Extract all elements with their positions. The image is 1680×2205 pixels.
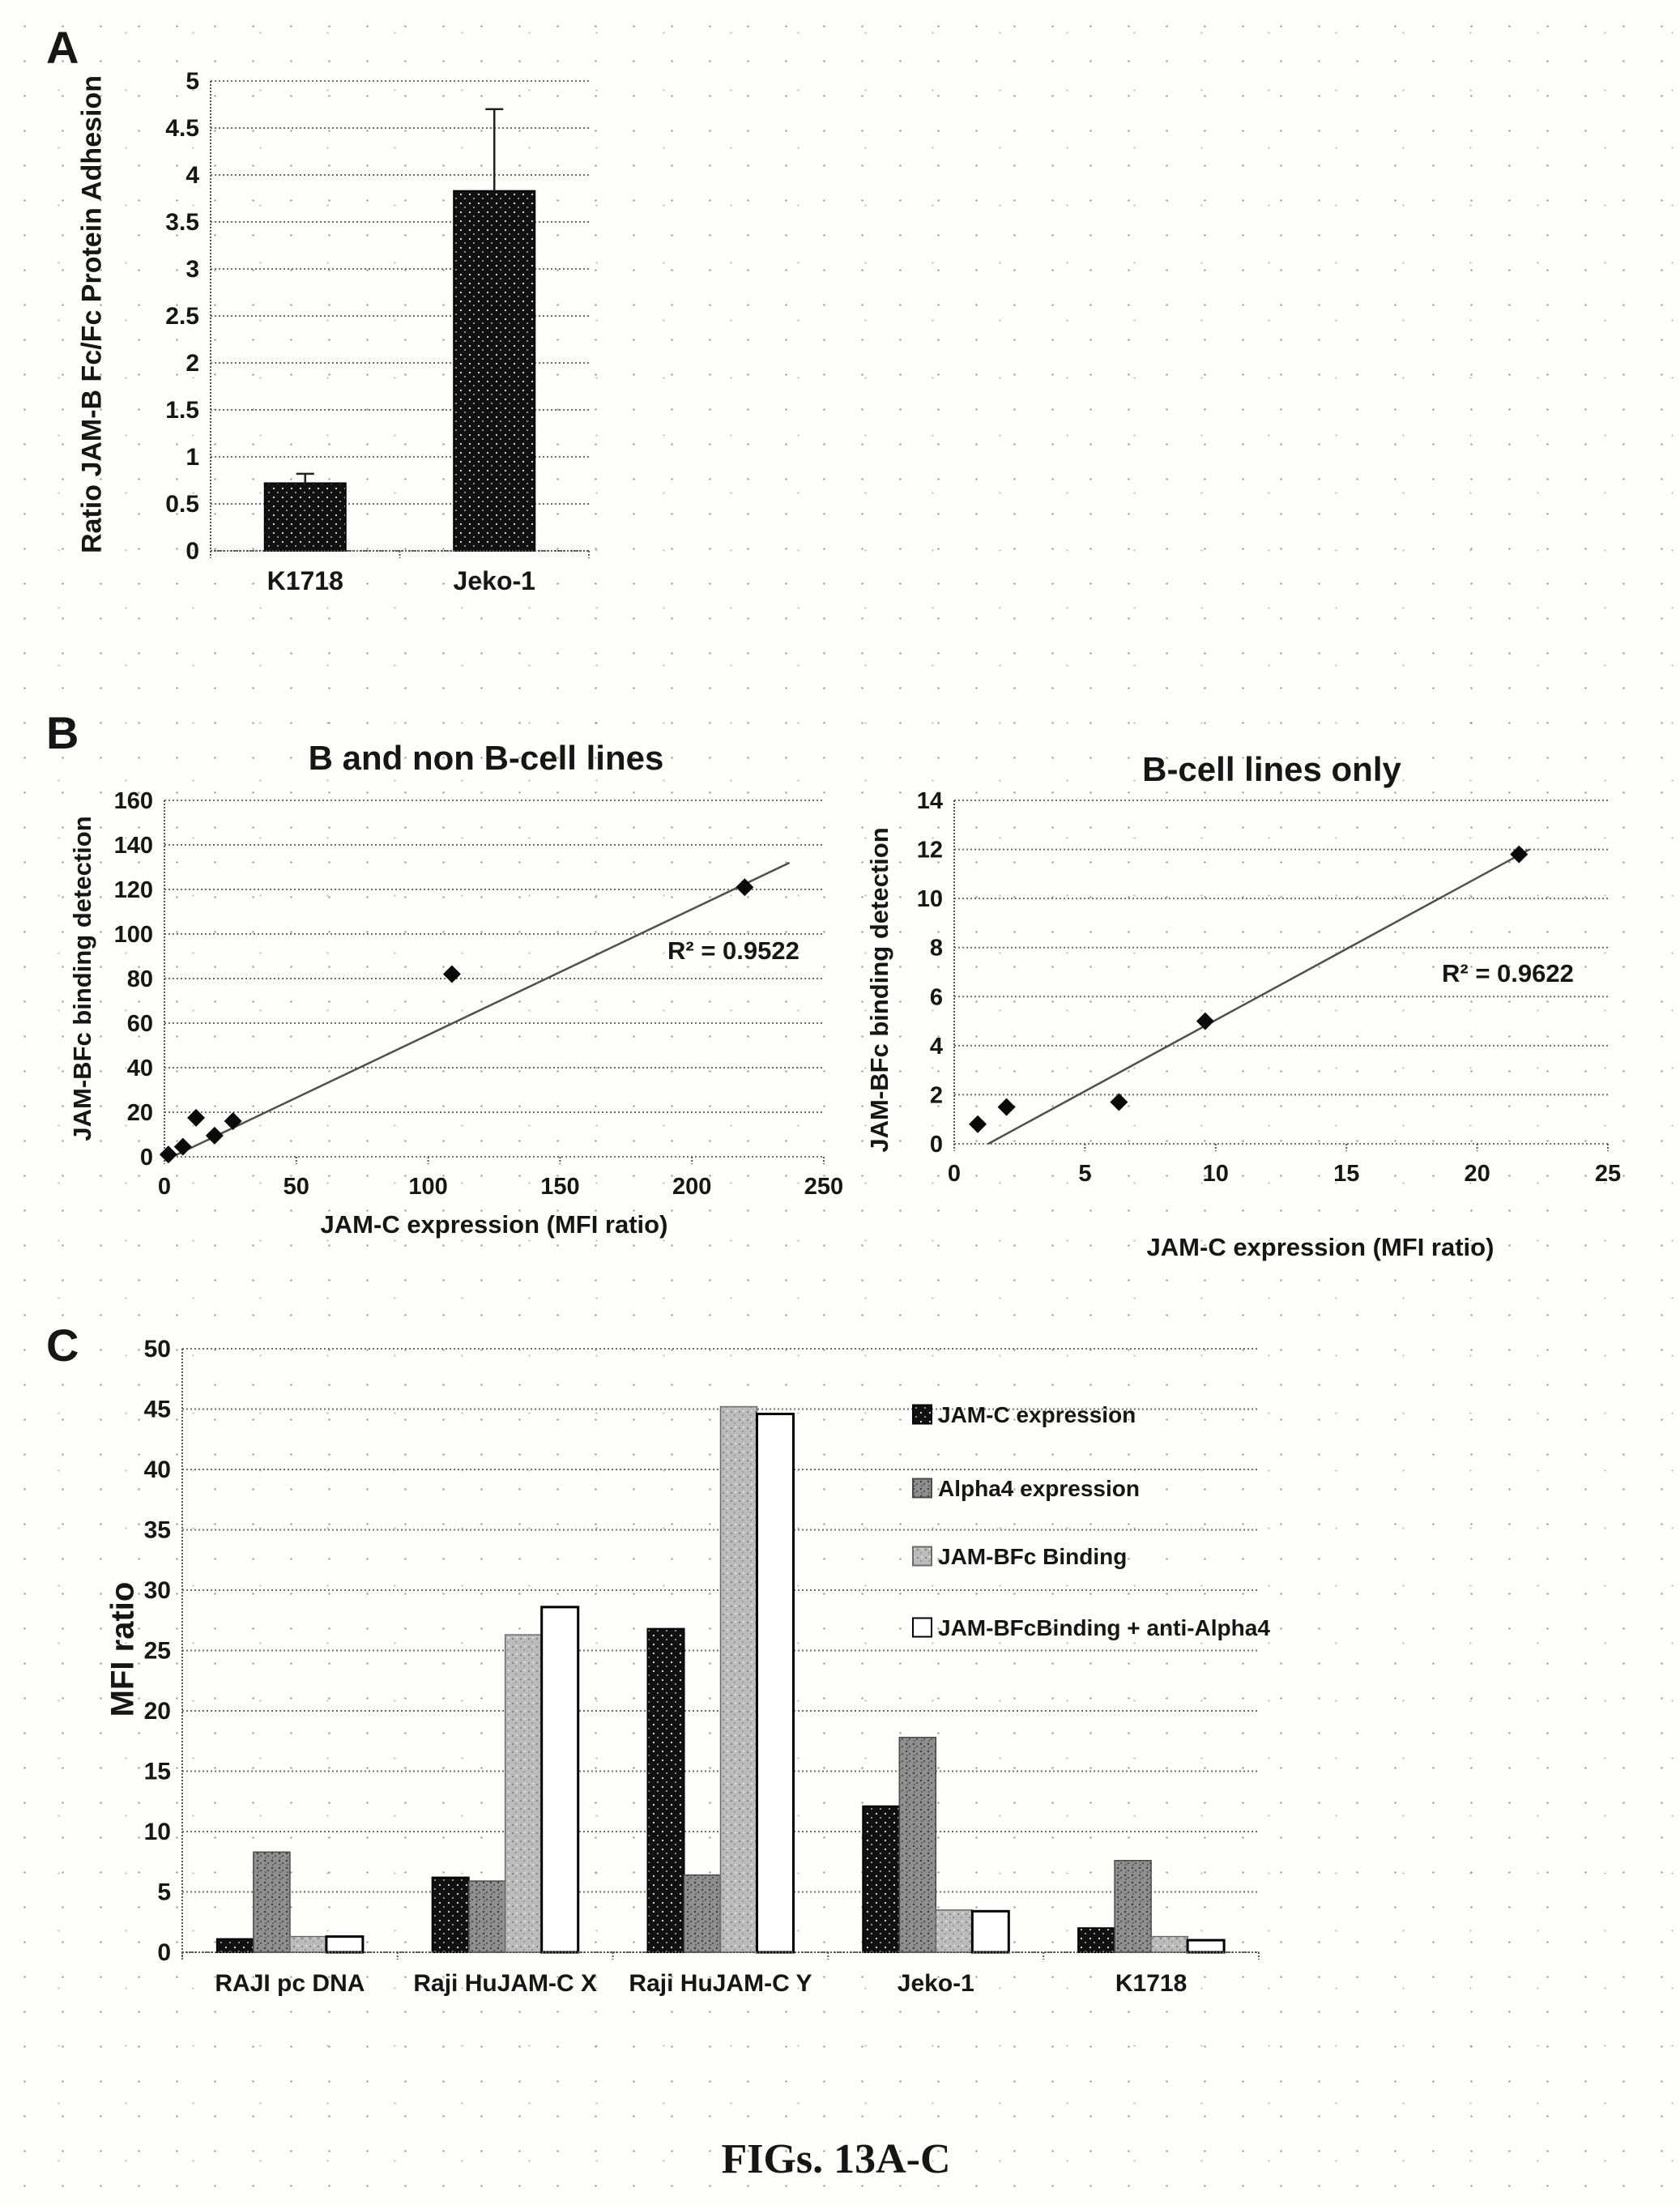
- y-tick-label: 10: [143, 1819, 171, 1845]
- legend-label: JAM-BFcBinding + anti-Alpha4: [938, 1615, 1270, 1640]
- panel-b-left-title: B and non B-cell lines: [308, 739, 664, 777]
- y-tick-label: 10: [916, 886, 943, 913]
- legend-swatch: [913, 1547, 932, 1566]
- category-label: K1718: [1115, 1970, 1188, 1997]
- y-tick-label: 2: [185, 350, 199, 377]
- panel-a-label: A: [46, 22, 80, 73]
- panel-b-right-title: B-cell lines only: [1142, 750, 1401, 788]
- x-tick-label: 10: [1202, 1161, 1229, 1187]
- category-label: Raji HuJAM-C Y: [629, 1970, 812, 1997]
- bar: [433, 1878, 469, 1952]
- y-tick-label: 6: [929, 984, 943, 1011]
- bar: [684, 1875, 721, 1952]
- x-tick-label: 200: [672, 1174, 712, 1200]
- y-tick-label: 25: [143, 1637, 171, 1665]
- y-tick-label: 35: [143, 1516, 171, 1544]
- y-tick-label: 20: [143, 1698, 171, 1725]
- bar: [648, 1629, 684, 1952]
- y-tick-label: 20: [126, 1100, 153, 1126]
- figure-caption: FIGs. 13A-C: [721, 2136, 951, 2182]
- scatter-point: [1196, 1013, 1214, 1030]
- y-tick-label: 45: [143, 1396, 171, 1423]
- legend-swatch: [913, 1405, 932, 1424]
- category-label: RAJI pc DNA: [215, 1970, 365, 1997]
- x-tick-label: 5: [1078, 1161, 1092, 1187]
- y-tick-label: 4: [185, 162, 199, 189]
- y-tick-label: 0: [157, 1939, 171, 1966]
- bar: [265, 483, 346, 551]
- scatter-point: [969, 1115, 987, 1133]
- category-label: Jeko-1: [453, 566, 535, 595]
- y-tick-label: 0.5: [165, 491, 199, 518]
- y-tick-label: 80: [126, 966, 153, 992]
- legend-label: JAM-C expression: [938, 1402, 1136, 1427]
- scatter-point: [998, 1098, 1016, 1116]
- bar: [1078, 1928, 1115, 1952]
- bar: [542, 1607, 578, 1952]
- panel-c-y-axis-title: MFI ratio: [104, 1581, 141, 1717]
- panel-b-right-chart: [875, 729, 1669, 1280]
- panel-b-left-y-axis-title: JAM-BFc binding detection: [68, 816, 96, 1141]
- bar: [972, 1911, 1008, 1952]
- y-tick-label: 100: [113, 922, 153, 948]
- x-tick-label: 250: [804, 1174, 844, 1200]
- x-tick-label: 50: [283, 1174, 309, 1200]
- x-tick-label: 20: [1464, 1161, 1490, 1187]
- bar: [254, 1852, 290, 1952]
- y-tick-label: 5: [185, 68, 199, 95]
- bar: [863, 1806, 899, 1952]
- bar: [290, 1937, 326, 1952]
- y-tick-label: 140: [113, 833, 153, 859]
- x-tick-label: 150: [540, 1174, 580, 1200]
- y-tick-label: 14: [916, 788, 943, 814]
- legend-label: Alpha4 expression: [938, 1476, 1140, 1501]
- x-tick-label: 100: [408, 1174, 448, 1200]
- y-tick-label: 2: [929, 1082, 943, 1109]
- y-tick-label: 40: [143, 1456, 171, 1483]
- scatter-point: [443, 966, 461, 983]
- y-tick-label: 30: [143, 1577, 171, 1604]
- y-tick-label: 0: [185, 538, 199, 565]
- category-label: Jeko-1: [897, 1970, 974, 1997]
- bar: [326, 1937, 363, 1952]
- y-tick-label: 5: [157, 1879, 171, 1906]
- bar: [1115, 1861, 1151, 1952]
- panel-a-chart: [49, 41, 664, 705]
- y-tick-label: 8: [929, 935, 943, 962]
- panel-b-left-x-axis-title: JAM-C expression (MFI ratio): [320, 1210, 668, 1239]
- legend-swatch: [913, 1619, 932, 1637]
- scatter-point: [1510, 846, 1528, 864]
- y-tick-label: 1: [185, 444, 199, 471]
- y-tick-label: 160: [113, 788, 153, 814]
- bar: [1188, 1940, 1224, 1952]
- y-tick-label: 3: [185, 256, 199, 283]
- y-tick-label: 2.5: [165, 303, 199, 330]
- category-label: K1718: [266, 566, 343, 595]
- bar: [454, 191, 535, 551]
- panel-b-right-x-axis-title: JAM-C expression (MFI ratio): [1146, 1233, 1495, 1261]
- scatter-point: [160, 1145, 177, 1163]
- bar: [469, 1881, 505, 1952]
- scatter-point: [206, 1127, 224, 1145]
- y-tick-label: 0: [929, 1132, 943, 1158]
- legend-swatch: [913, 1479, 932, 1498]
- y-tick-label: 120: [113, 877, 153, 903]
- bar: [936, 1910, 972, 1952]
- bar: [217, 1939, 254, 1952]
- bar: [721, 1407, 757, 1952]
- y-tick-label: 3.5: [165, 209, 199, 236]
- y-tick-label: 50: [143, 1336, 171, 1363]
- y-tick-label: 4.5: [165, 115, 199, 142]
- y-tick-label: 15: [143, 1758, 171, 1785]
- bar: [505, 1635, 542, 1952]
- y-tick-label: 60: [126, 1011, 153, 1037]
- panel-b-left-r2-annotation: R² = 0.9522: [667, 936, 799, 965]
- panel-b-left-chart: [49, 729, 867, 1280]
- y-tick-label: 12: [916, 837, 943, 864]
- y-tick-label: 1.5: [165, 397, 199, 424]
- legend-label: JAM-BFc Binding: [938, 1544, 1128, 1569]
- bar: [899, 1738, 936, 1952]
- y-tick-label: 40: [126, 1056, 153, 1081]
- x-tick-label: 15: [1333, 1161, 1360, 1187]
- x-tick-label: 0: [157, 1174, 172, 1200]
- panel-c-label: C: [46, 1320, 80, 1371]
- scatter-point: [174, 1138, 192, 1156]
- category-label: Raji HuJAM-C X: [413, 1970, 598, 1997]
- scatter-point: [1110, 1094, 1128, 1111]
- y-tick-label: 0: [139, 1145, 153, 1171]
- panel-b-label: B: [46, 707, 80, 758]
- bar: [1151, 1937, 1188, 1952]
- panel-a-y-axis-title: Ratio JAM-B Fc/Fc Protein Adhesion: [76, 75, 108, 554]
- panel-b-right-y-axis-title: JAM-BFc binding detection: [865, 827, 893, 1153]
- x-tick-label: 25: [1594, 1161, 1622, 1187]
- scatter-point: [224, 1112, 242, 1130]
- x-tick-label: 0: [947, 1161, 962, 1187]
- y-tick-label: 4: [929, 1033, 943, 1060]
- bar: [757, 1414, 794, 1952]
- panel-b-right-r2-annotation: R² = 0.9622: [1442, 959, 1574, 987]
- trendline: [988, 850, 1529, 1144]
- panel-c-chart: [81, 1312, 1361, 2041]
